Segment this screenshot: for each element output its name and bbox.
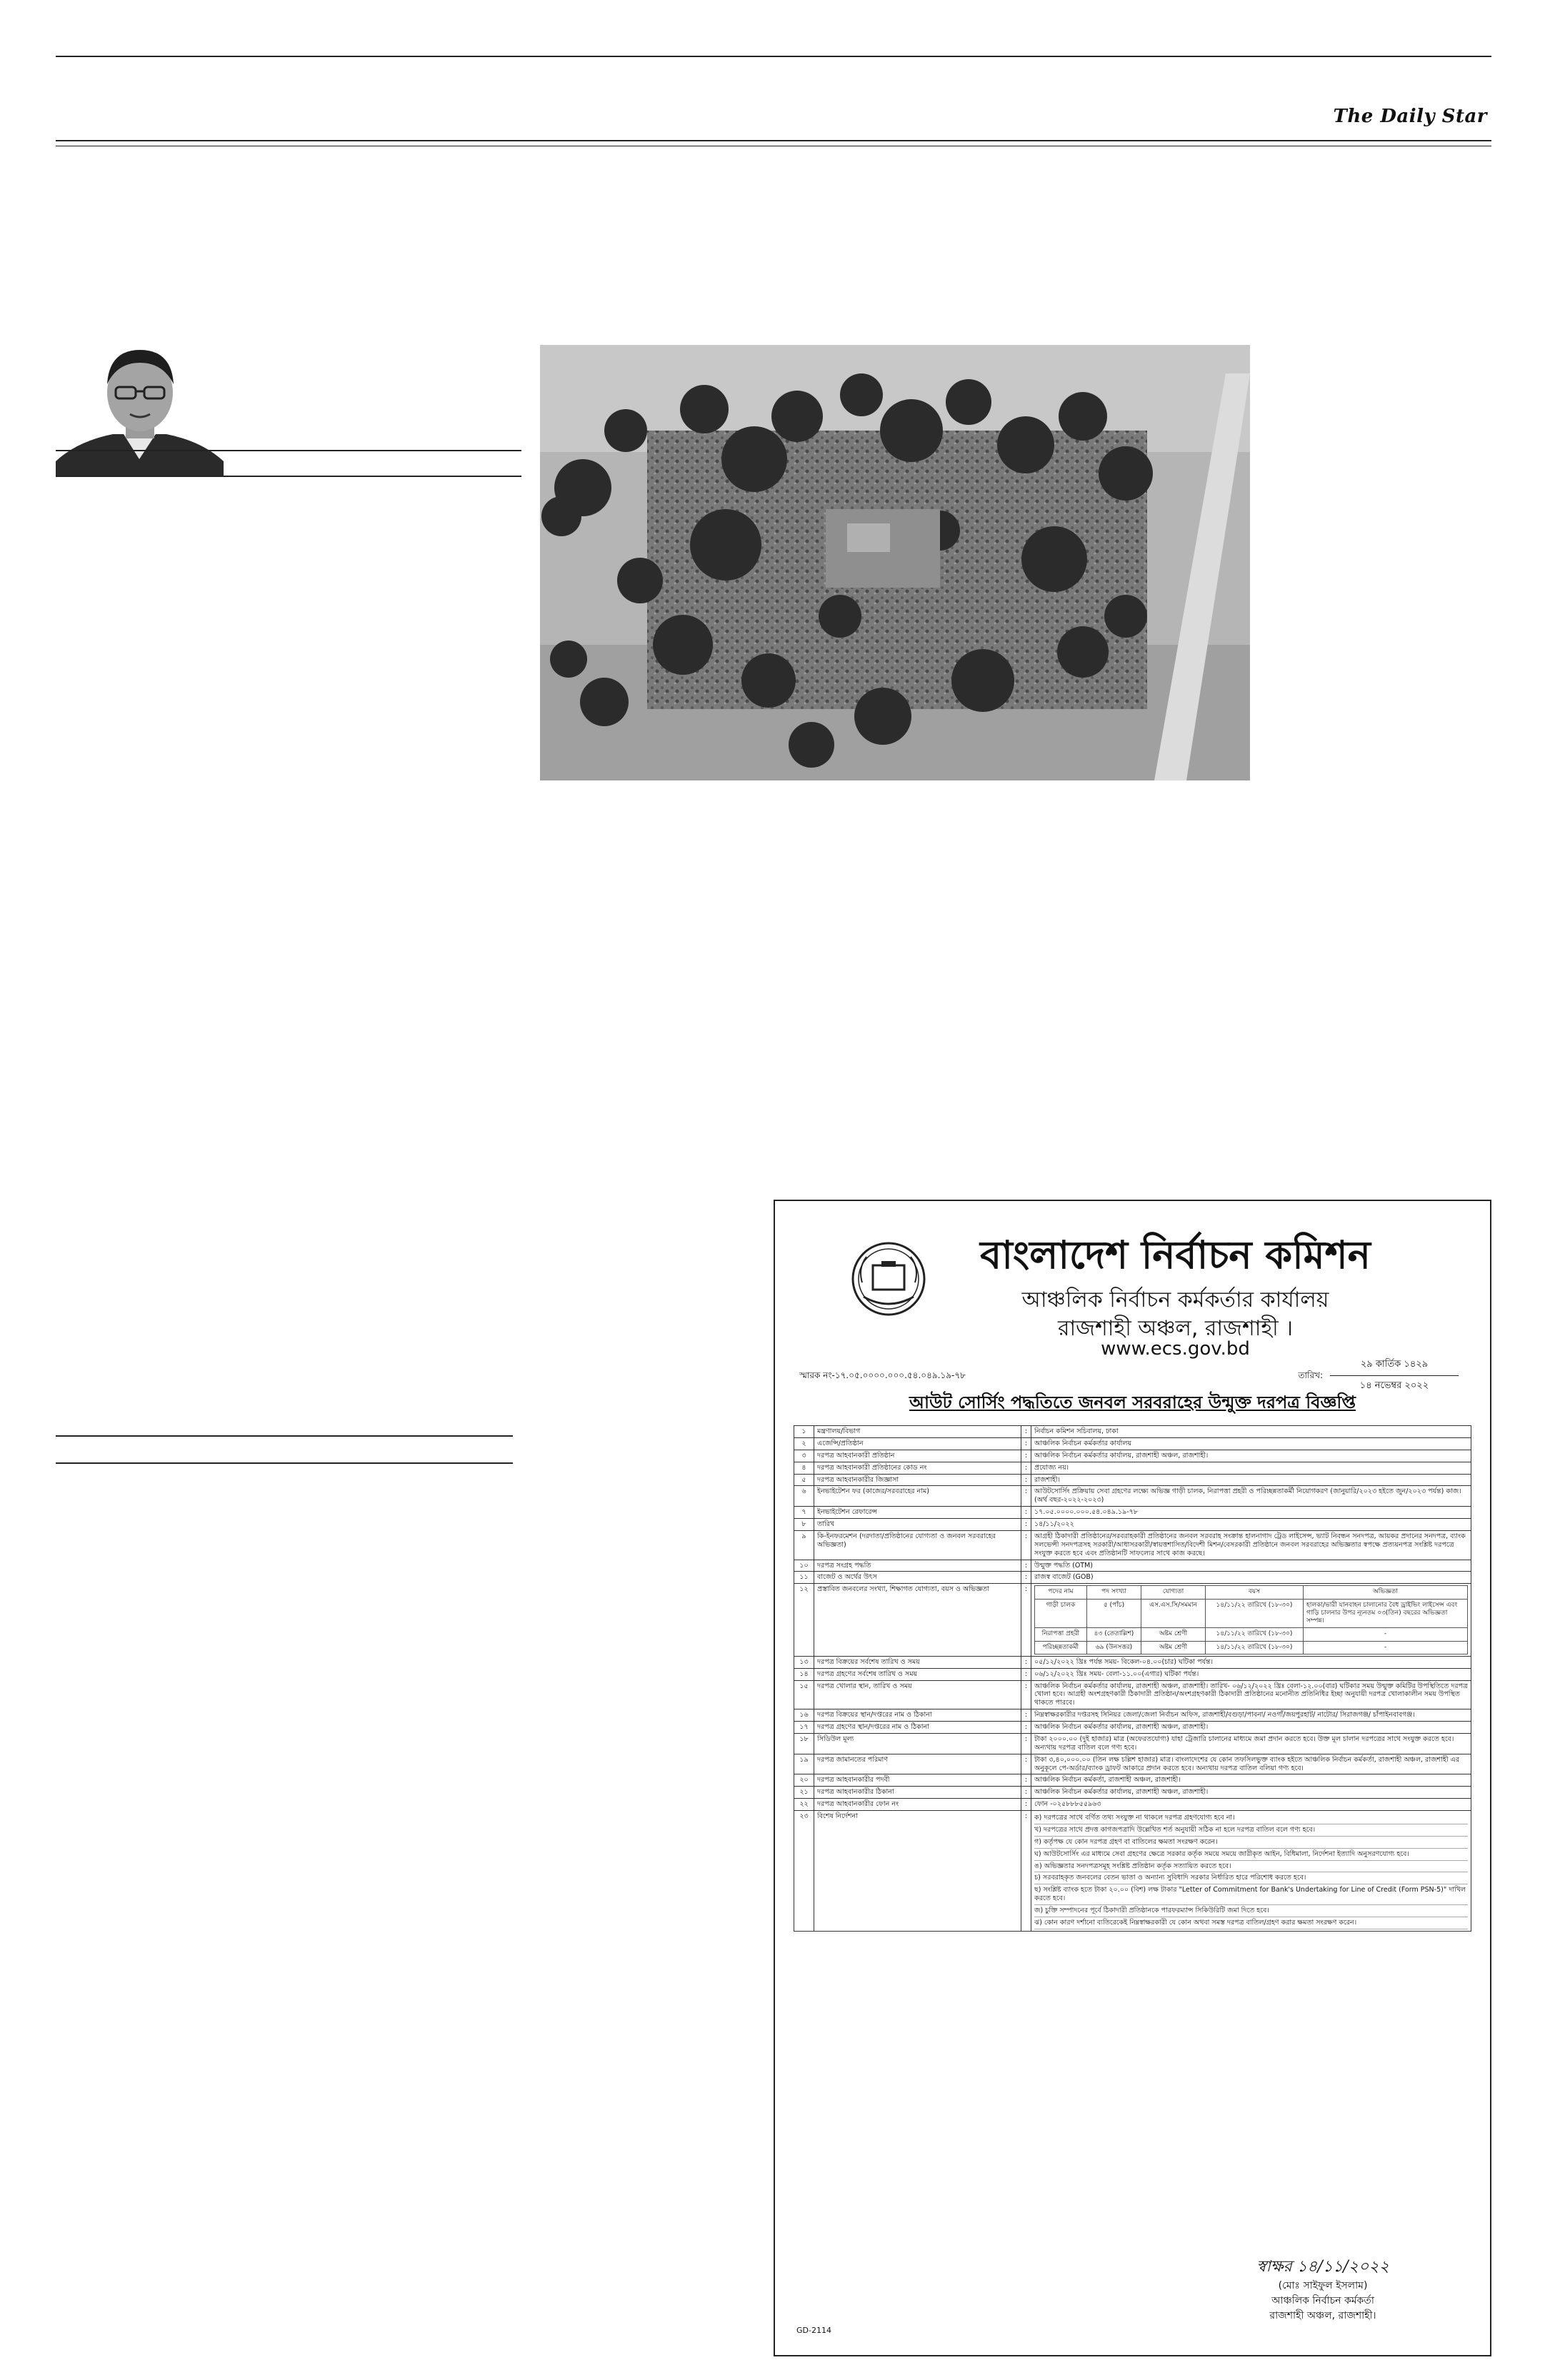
notice-date xyxy=(1330,1357,1459,1394)
table-row: ২২ দরপত্র আহবানকারীর ফোন নং : ফোন -০২৫৮৮৮৫৫৯৬৩ xyxy=(794,1799,1471,1811)
instruction-item: ছ) সংশ্লিষ্ট ব্যাংক হতে টাকা ২০.০০ (বিশ) লক্ষ টাকার "Letter of Commitment for Bank's Undertaking for Line of Credit (Form PSN-5)" দাখিল করতে হবে। xyxy=(1034,1884,1468,1905)
instruction-item: ঝ) কোন কারণ দর্শানো ব্যতিরেকেই নিম্নস্বাক্ষরকারী যে কোন অথবা সমস্ত দরপত্র বাতিল/গ্রহণ করার ক্ষমতা সংরক্ষণ করেন। xyxy=(1034,1917,1468,1929)
top-rule xyxy=(56,56,1491,57)
byline-rule-1 xyxy=(56,450,521,451)
table-row: ১৬ দরপত্র বিক্রয়ের স্থান/দপ্তরের নাম ও ঠিকানা : নিম্নস্বাক্ষরকারীর দপ্তরসহ সিনিয়র জেলা/জেলা নির্বাচন অফিস, রাজশাহী/বগুড়া/পাবনা/ নওগাঁ/জয়পুরহাট/ নাটোর/ সিরাজগঞ্জ/ চাঁপাইনবাবগঞ্জ। xyxy=(794,1709,1471,1722)
memo-number: স্মারক নং-১৭.০৫.০০০০.০০০.৫৪.০৪৯.১৯-৭৮ xyxy=(799,1370,966,1380)
table-row: ১০ দরপত্র সংগ্রহ পদ্ধতি : উন্মুক্ত পদ্ধতি (OTM) xyxy=(794,1560,1471,1572)
gd-code: GD-2114 xyxy=(796,2326,831,2335)
table-row: ২১ দরপত্র আহবানকারীর ঠিকানা : আঞ্চলিক নির্বাচন কর্মকর্তার কার্যালয়, রাজশাহী অঞ্চল, রাজশাহী। xyxy=(794,1787,1471,1799)
table-row: ১২ প্রস্তাবিত জনবলের সংখ্যা, শিক্ষাগত যোগ্যতা, বয়স ও অভিজ্ঞতা : পদের নাম পদ সংখ্যা যোগ্যতা বয়স অভিজ্ঞতা গাড়ী চালক ৫ (পাঁচ) এস.এস.সি/সমমান ১৪/১১/২২ তারিখে (১৮-৩০) হালকা/ভারী যানবাহন চালানোর বৈধ ড্রাইভিং লাইসেন্স এবং গাড়ি চালনার উপর ন্যূনতম ০৩(তিন) বছরের অভিজ্ঞতা সম্পন্ন। নিরাপত্তা প্রহরী ৪৩ (তেতাল্লিশ) অষ্টম শ্রেণী ১৪/১১/২২ তারিখে (১৮-৩০) - পরিচ্ছন্নতাকর্মী ৬৯ (উনসত্তর) অষ্টম শ্রেণী ১৪/১১/২২ তারিখে (১৮-৩০) - xyxy=(794,1584,1471,1657)
table-row: ১৩ দরপত্র বিক্রয়ের সর্বশেষ তারিখ ও সময় : ০৫/১২/২০২২ খ্রিঃ পর্যন্ত সময়- বিকেল-০৪.০০(চার) ঘটিকা পর্যন্ত। xyxy=(794,1656,1471,1668)
table-row: ৮ তারিখ : ১৪/১১/২০২২ xyxy=(794,1519,1471,1531)
notice-heading: আউট সোর্সিং পদ্ধতিতে জনবল সরবরাহের উন্মুক্ত দরপত্র বিজ্ঞপ্তি xyxy=(909,1392,1356,1412)
table-row: ৭ ইনভাইটেশন রেফারেন্স : ১৭.০৫.০০০০.০০০.৫৪.০৪৯.১৯-৭৮ xyxy=(794,1507,1471,1519)
post-row: পরিচ্ছন্নতাকর্মী ৬৯ (উনসত্তর) অষ্টম শ্রেণী ১৪/১১/২২ তারিখে (১৮-৩০) - xyxy=(1035,1641,1468,1654)
special-instructions xyxy=(1031,1811,1471,1932)
table-row: ১৮ সিডিউল মূল্য : টাকা ২০০০.০০ (দুই হাজার) মাত্র (অফেরতযোগ্য) যাহা ট্রেজারি চালানের মাধ্যমে জমা প্রদান করতে হবে। উক্ত মূল চালান দরপত্রের সাথে সংযুক্ত করতে হবে। অন্যথায় দরপত্র বাতিল বলে গণ্য হবে। xyxy=(794,1733,1471,1754)
instruction-item: চ) সরবরাহকৃত জনবলের বেতন ভাতা ও অন্যান্য সুবিধাদি সরকার নির্ধারিত হারে পরিশোধ করতে হবে। xyxy=(1034,1872,1468,1884)
post-row: নিরাপত্তা প্রহরী ৪৩ (তেতাল্লিশ) অষ্টম শ্রেণী ১৪/১১/২২ তারিখে (১৮-৩০) - xyxy=(1035,1628,1468,1641)
table-row: ৯ কি-ইনফরমেশন (দরদাতা/প্রতিষ্ঠানের যোগ্যতা ও জনবল সরবরাহের অভিজ্ঞতা) : আগ্রহী ঠিকাদারী প্রতিষ্ঠানের/সরবরাহকারী প্রতিষ্ঠানের জনবল সরবরাহ সংক্রান্ত হালনাগাদ ট্রেড লাইসেন্স, ভ্যাট নিবন্ধন সনদপত্র, আয়কর প্রদানের সনদপত্র, ব্যাংক সলভেন্সী সনদপত্রসহ সরকারী/আধাসরকারী/স্বায়ত্তশাসিত/বিদেশী মিশন/বেসরকারী প্রতিষ্ঠানে জনবল সরবরাহের অভিজ্ঞতার স্বপক্ষে প্রত্যয়নপত্র সংশ্লিষ্ট দরপত্রে সংযুক্ত করতে হবে এবং প্রতিষ্ঠানটি সাফল্যের সাথে কাজ করছে। xyxy=(794,1530,1471,1560)
table-row: ৩ দরপত্র আহবানকারী প্রতিষ্ঠান : আঞ্চলিক নির্বাচন কর্মকর্তার কার্যালয়, রাজশাহী অঞ্চল, রাজশাহী। xyxy=(794,1450,1471,1462)
posts-table: পদের নাম পদ সংখ্যা যোগ্যতা বয়স অভিজ্ঞতা গাড়ী চালক ৫ (পাঁচ) এস.এস.সি/সমমান ১৪/১১/২২ তারিখে (১৮-৩০) হালকা/ভারী যানবাহন চালানোর বৈধ ড্রাইভিং লাইসেন্স এবং গাড়ি চালনার উপর ন্যূনতম ০৩(তিন) বছরের অভিজ্ঞতা সম্পন্ন। নিরাপত্তা প্রহরী ৪৩ (তেতাল্লিশ) অষ্টম শ্রেণী ১৪/১১/২২ তারিখে (১৮-৩০) - পরিচ্ছন্নতাকর্মী ৬৯ (উনসত্তর) অষ্টম শ্রেণী ১৪/১১/২২ তারিখে (১৮-৩০) - xyxy=(1034,1585,1468,1655)
instruction-item: জ) চুক্তি সম্পাদনের পূর্বে ঠিকাদারী প্রতিষ্ঠানকে পারফরম্যান্স সিকিউরিটি জমা দিতে হবে। xyxy=(1034,1905,1468,1917)
signatory-place: রাজশাহী অঞ্চল, রাজশাহী। xyxy=(1269,2310,1376,2321)
signature-block xyxy=(1223,2255,1423,2324)
notice-website[interactable]: www.ecs.gov.bd xyxy=(1101,1338,1250,1360)
table-row: ৫ দরপত্র আহবানকারীর জিজ্ঞাসা : রাজশাহী। xyxy=(794,1474,1471,1486)
column-rule-1 xyxy=(56,1435,513,1437)
signatory-designation: আঞ্চলিক নির্বাচন কর্মকর্তা xyxy=(1271,2295,1374,2306)
instruction-item: খ) দরপত্রের সাথে প্রদত্ত কাগজপত্রাদি উল্লেখিত শর্ত অনুযায়ী সঠিক না হলে দরপত্র বাতিল বলে গণ্য হবে। xyxy=(1034,1824,1468,1837)
table-row: ১৪ দরপত্র গ্রহণের সর্বশেষ তারিখ ও সময় : ০৬/১২/২০২২ খ্রিঃ সময়- বেলা-১১.০০(এগার) ঘটিকা পর্যন্ত। xyxy=(794,1668,1471,1680)
notice-title: বাংলাদেশ নির্বাচন কমিশন xyxy=(980,1232,1371,1277)
table-row: ২৩ বিশেষ নির্দেশনা : ক) দরপত্রের সাথে বর্ণিত তথ্য সংযুক্ত না থাকলে দরপত্র গ্রহণযোগ্য হবে না। খ) দরপত্রের সাথে প্রদত্ত কাগজপত্রাদি উল্লেখিত শর্ত অনুযায়ী সঠিক না হলে দরপত্র বাতিল বলে গণ্য হবে। গ) কর্তৃপক্ষ যে কোন দরপত্র গ্রহণ বা বাতিলের ক্ষমতা সংরক্ষণ করেন। ঘ) আউটসোর্সিং এর মাধ্যমে সেবা গ্রহণের ক্ষেত্রে সরকার কর্তৃক সময়ে সময়ে জারীকৃত আইন, বিধিমালা, নির্দেশনা ইত্যাদি অনুসরণযোগ্য হবে। ঙ) অভিজ্ঞতার সনদপত্রসমূহ সংশ্লিষ্ট প্রতিষ্ঠান কর্তৃক সত্যায়িত করতে হবে। চ) সরবরাহকৃত জনবলের বেতন ভাতা ও অন্যান্য সুবিধাদি সরকার নির্ধারিত হারে পরিশোধ করতে হবে। ছ) সংশ্লিষ্ট ব্যাংক হতে টাকা ২০.০০ (বিশ) লক্ষ টাকার "Letter of Commitment for Bank's Undertaking for Line of Credit (Form PSN-5)" দাখিল করতে হবে। জ) চুক্তি সম্পাদনের পূর্বে ঠিকাদারী প্রতিষ্ঠানকে পারফরম্যান্স সিকিউরিটি জমা দিতে হবে। ঝ) কোন কারণ দর্শানো ব্যতিরেকেই নিম্নস্বাক্ষরকারী যে কোন অথবা সমস্ত দরপত্র বাতিল/গ্রহণ করার ক্ষমতা সংরক্ষণ করেন। xyxy=(794,1811,1471,1932)
masthead-rule-1 xyxy=(56,140,1491,141)
table-row: ৬ ইনভাইটেশন ফর (কাজের/সরবরাহের নাম) : আউটসোর্সিং প্রক্রিয়ায় সেবা গ্রহণের লক্ষ্যে অভিজ্ঞ গাড়ী চালক, নিরাপত্তা প্রহরী ও পরিচ্ছন্নতাকর্মী নিয়োগকরণ (জানুয়ারি/২০২৩ হইতে জুন/২০২৩ পর্যন্ত) কাজ। (অর্থ বছর-২০২২-২০২৩) xyxy=(794,1486,1471,1507)
signatory-name: (মোঃ সাইফুল ইসলাম) xyxy=(1278,2280,1368,2291)
byline-rule-2 xyxy=(56,476,521,477)
aerial-photo xyxy=(540,345,1250,780)
table-row: ১৯ দরপত্র জামানতের পরিমাণ : টাকা ৩,৪০,০০০.০০ (তিন লক্ষ চল্লিশ হাজার) মাত্র। বাংলাদেশের যে কোন তফসিলভুক্ত ব্যাংক হইতে আঞ্চলিক নির্বাচন কর্মকর্তা, রাজশাহী অঞ্চল, রাজশাহী এর অনুকূলে পে-অর্ডার/ব্যাংক ড্রাফট আকারে প্রদান করতে হবে। অন্যথায় দরপত্র বাতিল বলিয়া গণ্য হবে। xyxy=(794,1754,1471,1774)
column-rule-2 xyxy=(56,1462,513,1464)
post-row: গাড়ী চালক ৫ (পাঁচ) এস.এস.সি/সমমান ১৪/১১/২২ তারিখে (১৮-৩০) হালকা/ভারী যানবাহন চালানোর বৈধ ড্রাইভিং লাইসেন্স এবং গাড়ি চালনার উপর ন্যূনতম ০৩(তিন) বছরের অভিজ্ঞতা সম্পন্ন। xyxy=(1035,1599,1468,1628)
table-row: ২ এজেন্সি/প্রতিষ্ঠান : আঞ্চলিক নির্বাচন কর্মকর্তার কার্যালয় xyxy=(794,1437,1471,1450)
masthead-logo: The Daily Star xyxy=(1333,106,1487,127)
table-row: ১৫ দরপত্র খোলার স্থান, তারিখ ও সময় : আঞ্চলিক নির্বাচন কর্মকর্তার কার্যালয়, রাজশাহী অঞ্চল, রাজশাহী। তারিখ- ০৬/১২/২০২২ খ্রিঃ বেলা-১২.০০(বার) ঘটিকার সময় উন্মুক্ত কমিটির উপস্থিতিতে দরপত্র খোলা হবে। আগ্রহী অংশগ্রহণকারী ঠিকাদারী প্রতিষ্ঠান/অংশগ্রহণকারী ঠিকাদারী প্রতিষ্ঠানের মনোনীত প্রতিনিধির ইচ্ছা অনুযায়ী দরপত্র খোলাকালীন সময় উপস্থিত থাকতে পারবে। xyxy=(794,1680,1471,1709)
date-english: ১৪ নভেম্বর ২০২২ xyxy=(1359,1380,1429,1391)
instruction-item: গ) কর্তৃপক্ষ যে কোন দরপত্র গ্রহণ বা বাতিলের ক্ষমতা সংরক্ষণ করেন। xyxy=(1034,1837,1468,1849)
table-row: ১ মন্ত্রণালয়/বিভাগ : নির্বাচন কমিশন সচিবালয়, ঢাকা xyxy=(794,1426,1471,1438)
table-row: ১১ বাজেট ও অর্থের উৎস : রাজস্ব বাজেট (GOB) xyxy=(794,1572,1471,1584)
date-bangla: ২৯ কার্তিক ১৪২৯ xyxy=(1360,1359,1429,1370)
instruction-item: ঘ) আউটসোর্সিং এর মাধ্যমে সেবা গ্রহণের ক্ষেত্রে সরকার কর্তৃক সময়ে সময়ে জারীকৃত আইন, বিধিমালা, নির্দেশনা ইত্যাদি অনুসরণযোগ্য হবে। xyxy=(1034,1849,1468,1861)
notice-location: রাজশাহী অঞ্চল, রাজশাহী । xyxy=(1057,1316,1294,1341)
table-row: ১৭ দরপত্র গ্রহণের স্থান/দপ্তরের নাম ও ঠিকানা : আঞ্চলিক নির্বাচন কর্মকর্তার কার্যালয়, রাজশাহী অঞ্চল, রাজশাহী। xyxy=(794,1722,1471,1734)
tender-notice xyxy=(774,1200,1491,2356)
instruction-item: ঙ) অভিজ্ঞতার সনদপত্রসমূহ সংশ্লিষ্ট প্রতিষ্ঠান কর্তৃক সত্যায়িত করতে হবে। xyxy=(1034,1861,1468,1873)
columnist-portrait xyxy=(56,334,224,477)
table-row: ২০ দরপত্র আহবানকারীর পদবী : আঞ্চলিক নির্বাচন কর্মকর্তা, রাজশাহী অঞ্চল, রাজশাহী। xyxy=(794,1774,1471,1787)
notice-table xyxy=(794,1425,1471,1932)
notice-office: আঞ্চলিক নির্বাচন কর্মকর্তার কার্যালয় xyxy=(1021,1287,1329,1312)
date-label: তারিখ: xyxy=(1298,1370,1323,1380)
signature: স্বাক্ষর ১৪/১১/২০২২ xyxy=(1256,2258,1389,2276)
instruction-item: ক) দরপত্রের সাথে বর্ণিত তথ্য সংযুক্ত না থাকলে দরপত্র গ্রহণযোগ্য হবে না। xyxy=(1034,1812,1468,1824)
table-row: ৪ দরপত্র আহবানকারী প্রতিষ্ঠানের কোড নং : প্রযোজ্য নয়। xyxy=(794,1462,1471,1474)
